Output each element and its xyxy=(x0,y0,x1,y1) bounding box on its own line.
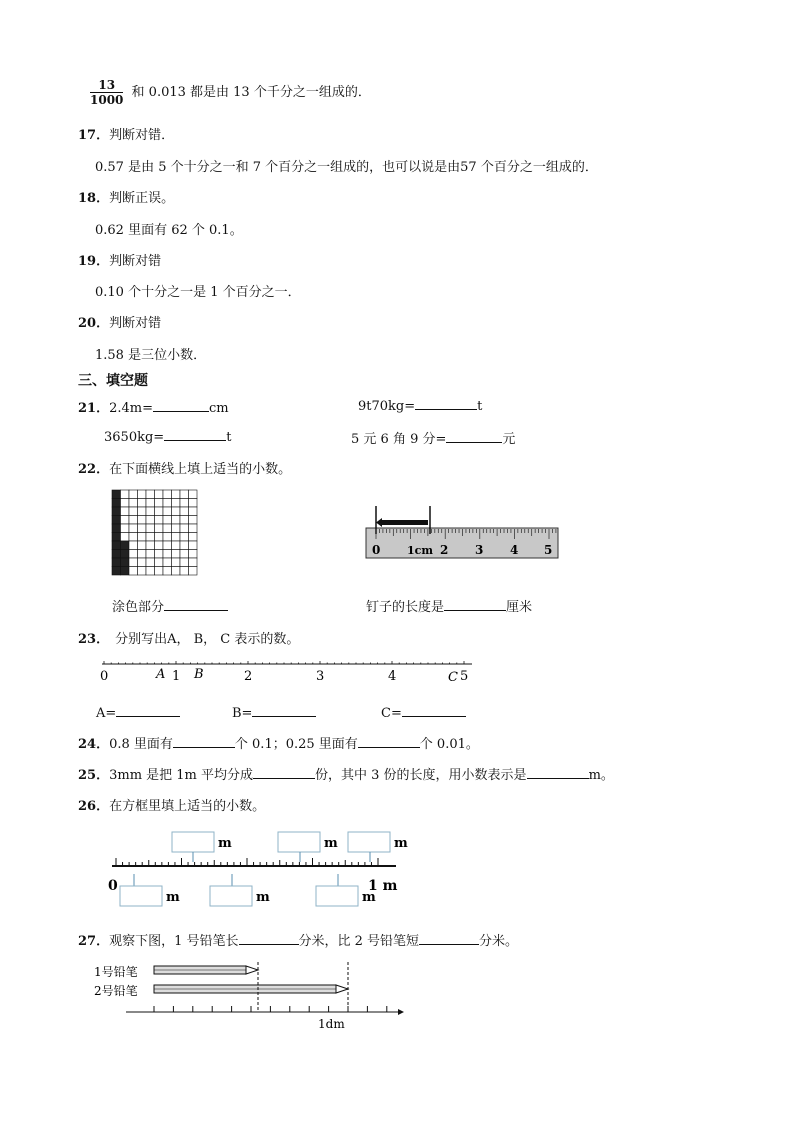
q23-axis-label: 2 xyxy=(244,669,253,684)
q23-number-line xyxy=(96,656,480,688)
q27-post: 分米。 xyxy=(479,934,519,949)
q27-mid: 分米，比 2 号铅笔短 xyxy=(298,934,420,949)
q26-unit-bottom-3: m xyxy=(362,890,376,905)
grid-cell xyxy=(129,524,138,533)
fraction-denominator: 1000 xyxy=(90,93,124,107)
q21-d-prefix: 5 元 6 角 9 分= xyxy=(351,432,447,447)
grid-cell xyxy=(121,516,130,525)
q24-statement xyxy=(78,733,479,752)
q24-blank-2[interactable] xyxy=(358,735,420,748)
grid-cell xyxy=(172,541,181,550)
grid-cell xyxy=(138,490,147,499)
hundred-grid-figure xyxy=(110,488,200,580)
q27-pencil-diagram xyxy=(94,960,404,1032)
grid-cell xyxy=(189,533,198,542)
q22-nail-answer xyxy=(366,596,532,615)
fraction-13-1000 xyxy=(90,78,123,107)
q26-unit-bottom-1: m xyxy=(166,890,180,905)
q25-mid: 份，其中 3 份的长度，用小数表示是 xyxy=(315,768,527,783)
grid-cell xyxy=(180,533,189,542)
q23-c-label: C= xyxy=(381,706,402,721)
q16-text: 和 0.013 都是由 13 个千分之一组成的． xyxy=(131,85,371,100)
grid-cell xyxy=(189,524,198,533)
grid-cell xyxy=(172,507,181,516)
q23-axis-label: 5 xyxy=(460,669,469,684)
q21-b-prefix: 9t70kg= xyxy=(358,399,416,414)
grid-cell xyxy=(121,550,130,559)
q26-unit-top-3: m xyxy=(394,836,408,851)
q27-blank-2[interactable] xyxy=(419,932,479,945)
q23-number: 23． xyxy=(78,632,110,647)
grid-cell xyxy=(146,541,155,550)
grid-cell xyxy=(112,533,121,542)
grid-cell xyxy=(138,524,147,533)
grid-cell xyxy=(180,567,189,576)
q23-point-b: B xyxy=(194,667,204,682)
grid-cell xyxy=(121,533,130,542)
q23-a-blank[interactable] xyxy=(116,704,180,717)
grid-cell xyxy=(138,533,147,542)
grid-cell xyxy=(121,524,130,533)
grid-cell xyxy=(121,567,130,576)
grid-cell xyxy=(155,567,164,576)
grid-cell xyxy=(138,499,147,508)
grid-cell xyxy=(172,550,181,559)
q23-a-label: A= xyxy=(96,706,117,721)
nail-shaft xyxy=(380,520,428,525)
ruler-label-1cm: 1cm xyxy=(407,544,433,557)
grid-cell xyxy=(155,507,164,516)
section-heading: 三、填空题 xyxy=(78,373,148,389)
grid-cell xyxy=(121,499,130,508)
grid-cell xyxy=(138,541,147,550)
grid-cell xyxy=(155,490,164,499)
grid-cell xyxy=(189,558,198,567)
ruler-label-2: 2 xyxy=(440,543,449,557)
grid-cell xyxy=(172,499,181,508)
grid-cell xyxy=(129,558,138,567)
q26-box-top-2[interactable] xyxy=(278,832,320,852)
grid-cell xyxy=(121,507,130,516)
q26-box-bottom-2[interactable] xyxy=(210,886,252,906)
q25-blank-2[interactable] xyxy=(527,766,589,779)
q17-header xyxy=(78,124,174,143)
q23-axis-label: 4 xyxy=(388,669,397,684)
q18-number: 18． xyxy=(78,191,110,206)
ruler-label-3: 3 xyxy=(475,543,484,557)
grid-cell xyxy=(180,558,189,567)
grid-cell xyxy=(172,490,181,499)
grid-cell xyxy=(146,550,155,559)
q26-box-top-3[interactable] xyxy=(348,832,390,852)
q21-number: 21． xyxy=(78,401,110,416)
q18-title: 判断正误。 xyxy=(109,191,175,206)
pencil-1-tip xyxy=(246,966,258,974)
fraction-numerator: 13 xyxy=(90,78,123,93)
grid-cell xyxy=(189,550,198,559)
grid-cell xyxy=(155,516,164,525)
q22-nail-label: 钉子的长度是 xyxy=(366,600,445,615)
grid-cell xyxy=(155,524,164,533)
q21-c-unit: t xyxy=(226,430,232,445)
q27-scale-arrow xyxy=(398,1009,404,1015)
q16-statement xyxy=(90,78,371,107)
grid-cell xyxy=(112,499,121,508)
q27-blank-1[interactable] xyxy=(239,932,299,945)
grid-cell xyxy=(138,516,147,525)
q23-a-answer xyxy=(96,704,180,721)
q17-number: 17． xyxy=(78,128,110,143)
grid-cell xyxy=(112,558,121,567)
q26-end-label: 1 m xyxy=(368,878,398,894)
q21-b xyxy=(358,397,482,414)
grid-cell xyxy=(129,550,138,559)
grid-cell xyxy=(180,524,189,533)
q27-statement xyxy=(78,930,518,949)
grid-cell xyxy=(172,533,181,542)
grid-cell xyxy=(138,558,147,567)
q23-b-blank[interactable] xyxy=(252,704,316,717)
grid-cell xyxy=(163,499,172,508)
q20-text: 1.58 是三位小数． xyxy=(95,348,207,363)
grid-cell xyxy=(146,558,155,567)
q22-title: 在下面横线上填上适当的小数。 xyxy=(109,462,292,477)
q23-b-answer xyxy=(232,704,316,721)
grid-cell xyxy=(112,490,121,499)
pencil-1-label: 1号铅笔 xyxy=(94,965,138,979)
q19-title: 判断对错 xyxy=(109,254,162,269)
grid-cell xyxy=(138,567,147,576)
q22-shaded-blank[interactable] xyxy=(164,598,228,611)
grid-cell xyxy=(129,499,138,508)
grid-cell xyxy=(155,558,164,567)
grid-cell xyxy=(129,490,138,499)
q22-number: 22． xyxy=(78,462,110,477)
grid-cell xyxy=(129,567,138,576)
q21-d-blank[interactable] xyxy=(446,430,502,443)
ruler-label-0: 0 xyxy=(372,543,381,557)
grid-cell xyxy=(163,516,172,525)
grid-cell xyxy=(180,541,189,550)
grid-cell xyxy=(146,524,155,533)
q24-pre: 0.8 里面有 xyxy=(109,737,173,752)
ruler-label-5: 5 xyxy=(544,543,553,557)
q20-number: 20． xyxy=(78,316,110,331)
q22-nail-blank[interactable] xyxy=(444,598,506,611)
q21-a-unit: cm xyxy=(209,401,229,416)
q23-c-blank[interactable] xyxy=(402,704,466,717)
nail-tip xyxy=(376,518,382,527)
grid-cell xyxy=(180,516,189,525)
grid-cell xyxy=(129,541,138,550)
q20-title: 判断对错 xyxy=(109,316,162,331)
q25-statement xyxy=(78,764,614,783)
grid-cell xyxy=(163,550,172,559)
grid-cell xyxy=(155,499,164,508)
q21-c-blank[interactable] xyxy=(164,428,226,441)
grid-cell xyxy=(121,541,130,550)
grid-cell xyxy=(129,533,138,542)
grid-cell xyxy=(189,516,198,525)
grid-cell xyxy=(155,541,164,550)
grid-cell xyxy=(180,490,189,499)
grid-cell xyxy=(189,490,198,499)
q22-shaded-answer xyxy=(112,596,228,615)
ruler-label-4: 4 xyxy=(510,543,519,557)
q21-row1 xyxy=(78,397,229,416)
q21-c-prefix: 3650kg= xyxy=(104,430,165,445)
q21-c xyxy=(104,428,231,445)
q21-d-unit: 元 xyxy=(502,432,516,447)
q27-pre: 观察下图，1 号铅笔长 xyxy=(109,934,239,949)
q26-header xyxy=(78,795,265,814)
q17-text: 0.57 是由 5 个十分之一和 7 个百分之一组成的，也可以说是由57 个百分之一组成的． xyxy=(95,160,598,175)
grid-cell xyxy=(172,516,181,525)
q26-title: 在方框里填上适当的小数。 xyxy=(109,799,266,814)
grid-cell xyxy=(155,550,164,559)
grid-cell xyxy=(146,499,155,508)
grid-cell xyxy=(172,524,181,533)
q24-number: 24． xyxy=(78,737,110,752)
q26-box-bottom-1[interactable] xyxy=(120,886,162,906)
q19-header xyxy=(78,250,161,269)
q22-nail-unit: 厘米 xyxy=(506,600,533,615)
grid-cell xyxy=(146,507,155,516)
q21-b-blank[interactable] xyxy=(415,397,477,410)
grid-cell xyxy=(189,507,198,516)
q25-number: 25． xyxy=(78,768,110,783)
pencil-2-label: 2号铅笔 xyxy=(94,984,138,998)
grid-cell xyxy=(112,516,121,525)
grid-cell xyxy=(129,516,138,525)
grid-cell xyxy=(112,567,121,576)
grid-cell xyxy=(146,533,155,542)
grid-cell xyxy=(180,550,189,559)
q26-box-top-1[interactable] xyxy=(172,832,214,852)
q18-header xyxy=(78,187,174,206)
q23-b-label: B= xyxy=(232,706,253,721)
grid-cell xyxy=(138,507,147,516)
q23-point-c: C xyxy=(448,670,458,685)
grid-cell xyxy=(163,541,172,550)
grid-cell xyxy=(112,541,121,550)
q21-a-blank[interactable] xyxy=(153,399,209,412)
grid-cell xyxy=(163,567,172,576)
grid-cell xyxy=(189,567,198,576)
grid-cell xyxy=(146,567,155,576)
q26-diagram xyxy=(104,826,410,912)
q23-axis-label: 3 xyxy=(316,669,325,684)
q26-unit-top-2: m xyxy=(324,836,338,851)
q26-unit-bottom-2: m xyxy=(256,890,270,905)
q18-text: 0.62 里面有 62 个 0.1。 xyxy=(95,223,243,238)
pencil-2-tip xyxy=(336,985,348,993)
grid-cell xyxy=(163,507,172,516)
grid-cell xyxy=(172,558,181,567)
q19-number: 19． xyxy=(78,254,110,269)
grid-cell xyxy=(121,490,130,499)
grid-cell xyxy=(180,507,189,516)
grid-cell xyxy=(146,516,155,525)
q21-b-unit: t xyxy=(477,399,483,414)
q23-title: 分别写出A， B， C 表示的数。 xyxy=(115,632,300,647)
q27-dm-label: 1dm xyxy=(318,1017,345,1031)
q21-d xyxy=(351,428,515,447)
q24-mid: 个 0.1；0.25 里面有 xyxy=(234,737,358,752)
grid-cell xyxy=(112,524,121,533)
q25-post: m。 xyxy=(588,768,614,783)
grid-cell xyxy=(163,490,172,499)
grid-cell xyxy=(163,533,172,542)
grid-cell xyxy=(146,490,155,499)
nail-ruler-figure xyxy=(364,498,560,564)
q23-point-a: A xyxy=(156,667,166,682)
q24-blank-1[interactable] xyxy=(173,735,235,748)
q26-start-label: 0 xyxy=(108,878,118,894)
grid-cell xyxy=(180,499,189,508)
ruler-body xyxy=(366,528,558,558)
grid-cell xyxy=(163,524,172,533)
grid-cell xyxy=(189,541,198,550)
grid-cell xyxy=(172,567,181,576)
grid-cell xyxy=(121,558,130,567)
q24-post: 个 0.01。 xyxy=(419,737,479,752)
q23-c-answer xyxy=(381,704,466,721)
q22-header xyxy=(78,458,291,477)
grid-cell xyxy=(112,507,121,516)
q19-text: 0.10 个十分之一是 1 个百分之一． xyxy=(95,285,301,300)
grid-cell xyxy=(129,507,138,516)
q26-box-bottom-3[interactable] xyxy=(316,886,358,906)
grid-cell xyxy=(138,550,147,559)
grid-cell xyxy=(163,558,172,567)
q21-a-prefix: 2.4m= xyxy=(109,401,153,416)
q25-pre: 3mm 是把 1m 平均分成 xyxy=(109,768,254,783)
q26-unit-top-1: m xyxy=(218,836,232,851)
q27-number: 27． xyxy=(78,934,110,949)
q23-header xyxy=(78,628,299,647)
q20-header xyxy=(78,312,161,331)
q22-shaded-label: 涂色部分 xyxy=(112,600,165,615)
q23-axis-label: 1 xyxy=(172,669,181,684)
q26-number: 26． xyxy=(78,799,110,814)
q25-blank-1[interactable] xyxy=(253,766,315,779)
grid-cell xyxy=(189,499,198,508)
q17-title: 判断对错． xyxy=(109,128,175,143)
q23-axis-label: 0 xyxy=(100,669,109,684)
grid-cell xyxy=(155,533,164,542)
grid-cell xyxy=(112,550,121,559)
